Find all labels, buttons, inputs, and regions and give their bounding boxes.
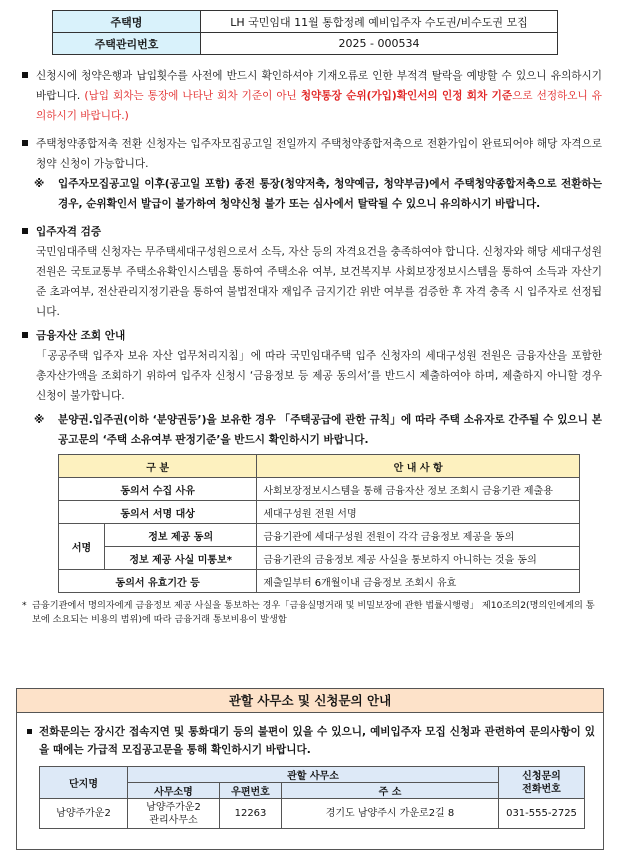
office-header-address: 주 소 [282, 783, 499, 799]
financial-consent-table [58, 454, 580, 593]
office-postal: 12263 [220, 799, 282, 829]
office-section [16, 688, 604, 850]
house-name-label: 주택명 [53, 11, 201, 33]
office-name-line1: 남양주가운2 [146, 801, 201, 813]
fin-row-value: 제출일부터 6개월이내 금융정보 조회시 유효 [257, 570, 580, 593]
office-header-group: 관할 사무소 [128, 767, 499, 783]
eligibility-section [22, 222, 602, 322]
fin-row-value: 금융기관의 금융정보 제공 사실을 통보하지 아니하는 것을 동의 [257, 547, 580, 570]
bank-check-red-bold: 청약통장 순위(가입)확인서의 인정 회차 기준 [300, 90, 513, 102]
office-header-name: 사무소명 [128, 783, 220, 799]
fin-row-value: 금융기관에 세대구성원 전원이 각각 금융정보 제공을 동의 [257, 524, 580, 547]
bank-check-text: 신청시에 청약은행과 납입횟수를 사전에 반드시 확인하셔야 기재오류로 인한 부적격 탈락을 예방할 수 있으니 유의하시기 바랍니다. [36, 70, 602, 102]
mgmt-no-label: 주택관리번호 [53, 33, 201, 55]
conversion-notice [22, 134, 602, 174]
fin-header-category: 구 분 [59, 455, 257, 478]
asterisk-icon: * [22, 600, 27, 611]
fin-row-value: 사회보장정보시스템을 통해 금융자산 정보 조회시 금융기관 제출용 [257, 478, 580, 501]
office-header-complex: 단지명 [40, 767, 128, 799]
financial-note [22, 410, 602, 450]
office-complex: 남양주가운2 [40, 799, 128, 829]
housing-info-table [52, 10, 558, 55]
office-section-title: 관할 사무소 및 신청문의 안내 [17, 689, 603, 713]
office-header-phone: 신청문의 전화번호 [499, 767, 585, 799]
fin-row-label: 정보 제공 사실 미통보* [105, 547, 257, 570]
table-row [59, 547, 580, 570]
fin-row-value: 세대구성원 전원 서명 [257, 501, 580, 524]
bank-check-red-b: 으로 선정하오니 유의하시기 바랍니다.) [36, 90, 603, 122]
fin-row-label: 정보 제공 동의 [105, 524, 257, 547]
square-bullet-icon [22, 332, 28, 338]
fin-row-label: 동의서 수집 사유 [59, 478, 257, 501]
office-name [128, 799, 220, 829]
phone-inquiry-notice [27, 723, 595, 759]
financial-text: 「공공주택 입주자 보유 자산 업무처리지침」에 따라 국민임대주택 입주 신청자의 세대구성원 전원은 금융자산을 포함한 총자산가액을 조회하기 위하여 입주자 신청시 ‘금융정보 등 제공 동의서’를 반드시 제출하여야 하며, 제출하지 아니할 경우 신청이 불가합니다. [36, 350, 602, 402]
square-bullet-icon [22, 140, 28, 146]
financial-section [22, 326, 602, 406]
square-bullet-icon [22, 228, 28, 234]
office-table [39, 766, 585, 829]
house-name-value: LH 국민임대 11월 통합정례 예비입주자 수도권/비수도권 모집 [201, 11, 558, 33]
eligibility-text: 국민임대주택 신청자는 무주택세대구성원으로서 소득, 자산 등의 자격요건을 충족하여야 합니다. 신청자와 해당 세대구성원 전원은 국토교통부 주택소유확인시스템을 통하여 주택소유 여부, 보건복지부 사회보장정보시스템을 통하여 소득과 자산기준 초과여부, 전산관리지정기관을 통하여 불법전대자 재입주 금지기간 위반 여부를 검증한 후 자격 충족 시 입주자로 선정됩니다. [36, 246, 602, 318]
fin-row-group: 서명 [59, 524, 105, 570]
square-bullet-icon [22, 72, 28, 78]
bank-check-red-a: (납입 회차는 통장에 나타난 회차 기준이 아닌 [84, 90, 301, 102]
fin-row-label: 동의서 서명 대상 [59, 501, 257, 524]
phone-inquiry-text: 전화문의는 장시간 접속지연 및 통화대기 등의 불편이 있을 수 있으니, 예비입주자 모집 신청과 관련하여 문의사항이 있을 때에는 가급적 모집공고문을 통해 확인하시기 바랍니다. [39, 726, 595, 756]
office-phone: 031-555-2725 [499, 799, 585, 829]
reference-mark-icon: ※ [34, 414, 45, 426]
fin-footnote-text: 금융기관에서 명의자에게 금융정보 제공 사실을 통보하는 경우「금융실명거래 및 비밀보장에 관한 법률시행령」 제10조의2(명의인에게의 통보에 소요되는 비용의 범위)에 따라 금융거래 통보비용이 발생함 [32, 600, 595, 625]
table-row [59, 501, 580, 524]
conversion-note [22, 174, 602, 214]
eligibility-title: 입주자격 검증 [36, 226, 102, 238]
office-name-line2: 관리사무소 [149, 814, 198, 826]
fin-header-guide: 안 내 사 항 [257, 455, 580, 478]
table-row [59, 524, 580, 547]
table-row [59, 570, 580, 593]
office-header-postal: 우편번호 [220, 783, 282, 799]
mgmt-no-value: 2025 - 000534 [201, 33, 558, 55]
reference-mark-icon: ※ [34, 178, 45, 190]
conversion-text: 주택청약종합저축 전환 신청자는 입주자모집공고일 전일까지 주택청약종합저축으로 전환가입이 완료되어야 해당 자격으로 청약 신청이 가능합니다. [36, 138, 602, 170]
square-bullet-icon [27, 729, 32, 734]
table-row [40, 799, 585, 829]
office-address: 경기도 남양주시 가운로2길 8 [282, 799, 499, 829]
financial-title: 금융자산 조회 안내 [36, 330, 126, 342]
notice-content [22, 66, 602, 627]
fin-row-label: 동의서 유효기간 등 [59, 570, 257, 593]
table-row [59, 478, 580, 501]
fin-footnote [22, 599, 602, 627]
bank-check-notice [22, 66, 602, 126]
conversion-note-text: 입주자모집공고일 이후(공고일 포함) 종전 통장(청약저축, 청약예금, 청약부금)에서 주택청약종합저축으로 전환하는 경우, 순위확인서 발급이 불가하여 청약신청 불가 또는 심사에서 탈락될 수 있으니 유의하시기 바랍니다. [58, 178, 602, 210]
financial-note-text: 분양권.입주권(이하 ‘분양권등’)을 보유한 경우 「주택공급에 관한 규칙」에 따라 주택 소유자로 간주될 수 있으니 본 공고문의 ‘주택 소유여부 판정기준’을 반드시 확인하시기 바랍니다. [58, 414, 602, 446]
